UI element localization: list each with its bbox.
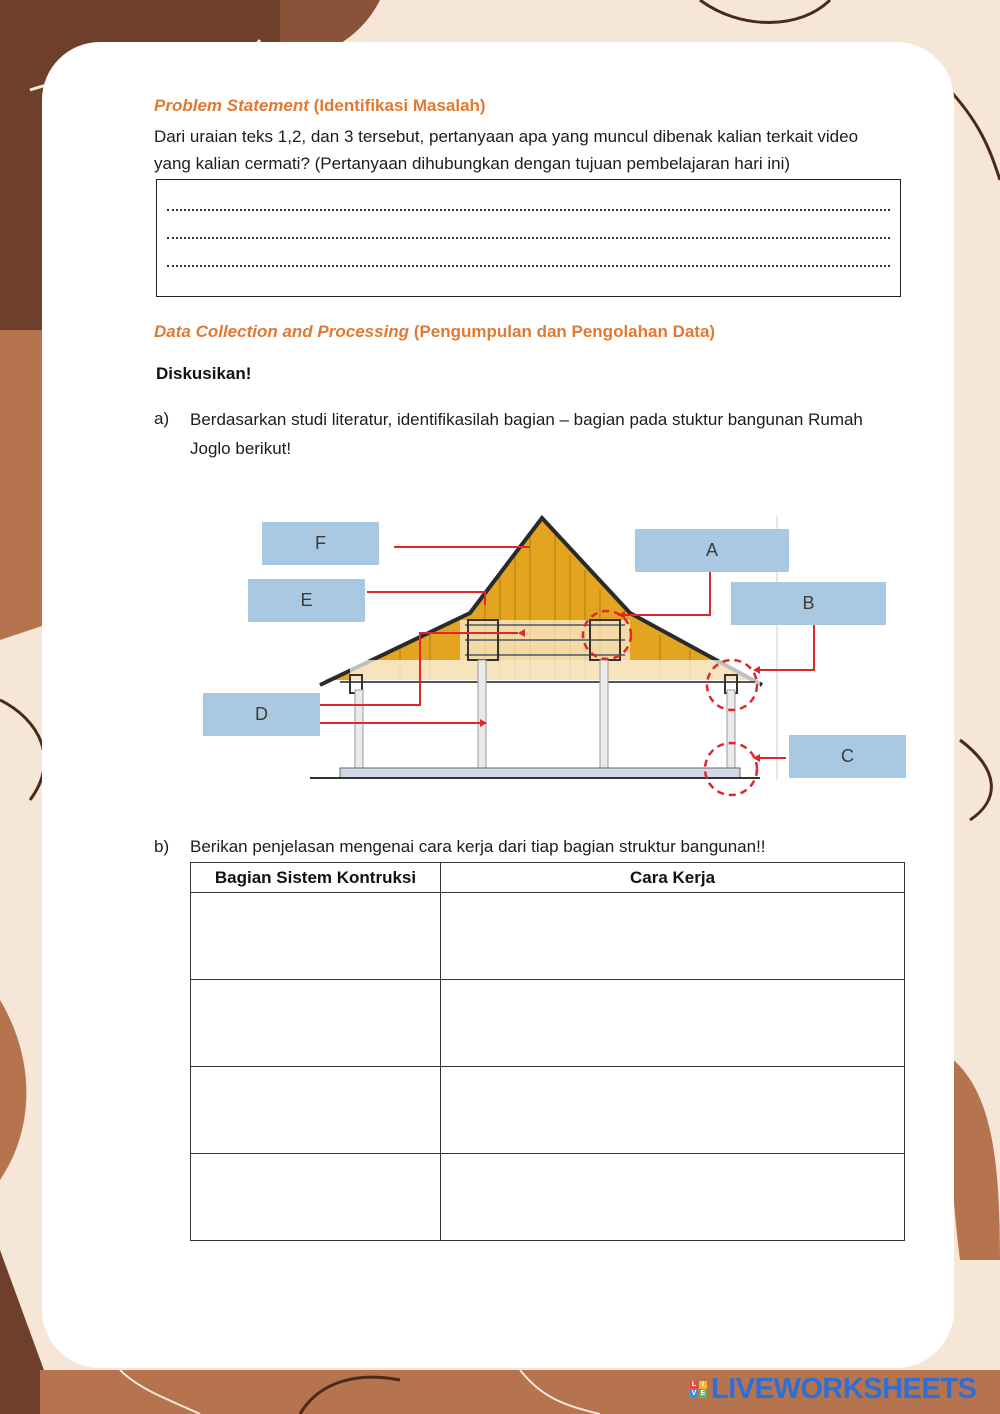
- data-collection-heading: Data Collection and Processing (Pengumpulan dan Pengolahan Data): [154, 322, 716, 341]
- task-b-text: Berikan penjelasan mengenai cara kerja dari tiap bagian struktur bangunan!!: [190, 837, 766, 856]
- task-a-marker: a): [154, 409, 170, 428]
- answer-line: [167, 263, 890, 267]
- construction-table: [190, 862, 905, 1241]
- logo-grid-icon: L I V E: [691, 1381, 706, 1397]
- cara-kerja-input-cell[interactable]: [441, 980, 905, 1067]
- problem-statement-prompt: Dari uraian teks 1,2, dan 3 tersebut, pertanyaan apa yang muncul dibenak kalian terkait video yang kalian cermati? (Pertanyaan dihubungkan dengan tujuan pembelajaran hari ini): [154, 127, 859, 173]
- bagian-input-cell[interactable]: [191, 1067, 441, 1154]
- table-row: [191, 1154, 905, 1241]
- discuss-heading: Diskusikan!: [156, 364, 252, 383]
- header-cara-kerja: Cara Kerja: [441, 863, 905, 893]
- bagian-input-cell[interactable]: [191, 980, 441, 1067]
- diagram-label-c: C: [789, 735, 906, 778]
- diagram-label-d: D: [203, 693, 320, 736]
- diagram-label-f: F: [262, 522, 379, 565]
- cara-kerja-input-cell[interactable]: [441, 893, 905, 980]
- diagram-label-a: A: [635, 529, 789, 572]
- bagian-input-cell[interactable]: [191, 1154, 441, 1241]
- header-bagian: Bagian Sistem Kontruksi: [191, 863, 441, 893]
- answer-line: [167, 207, 890, 211]
- liveworksheets-logo[interactable]: [690, 1373, 976, 1406]
- cara-kerja-input-cell[interactable]: [441, 1067, 905, 1154]
- problem-answer-box[interactable]: [156, 179, 901, 297]
- task-a-text: Berdasarkan studi literatur, identifikasilah bagian – bagian pada stuktur bangunan Rumah Joglo berikut!: [190, 410, 863, 458]
- table-header-row: [191, 863, 905, 893]
- cara-kerja-input-cell[interactable]: [441, 1154, 905, 1241]
- table-row: [191, 980, 905, 1067]
- diagram-label-e: E: [248, 579, 365, 622]
- logo-text: LIVEWORKSHEETS: [711, 1373, 977, 1405]
- diagram-label-b: B: [731, 582, 886, 625]
- table-row: [191, 893, 905, 980]
- problem-statement-heading: Problem Statement (Identifikasi Masalah): [154, 96, 486, 115]
- answer-line: [167, 235, 890, 239]
- task-b-marker: b): [154, 837, 170, 856]
- table-row: [191, 1067, 905, 1154]
- bagian-input-cell[interactable]: [191, 893, 441, 980]
